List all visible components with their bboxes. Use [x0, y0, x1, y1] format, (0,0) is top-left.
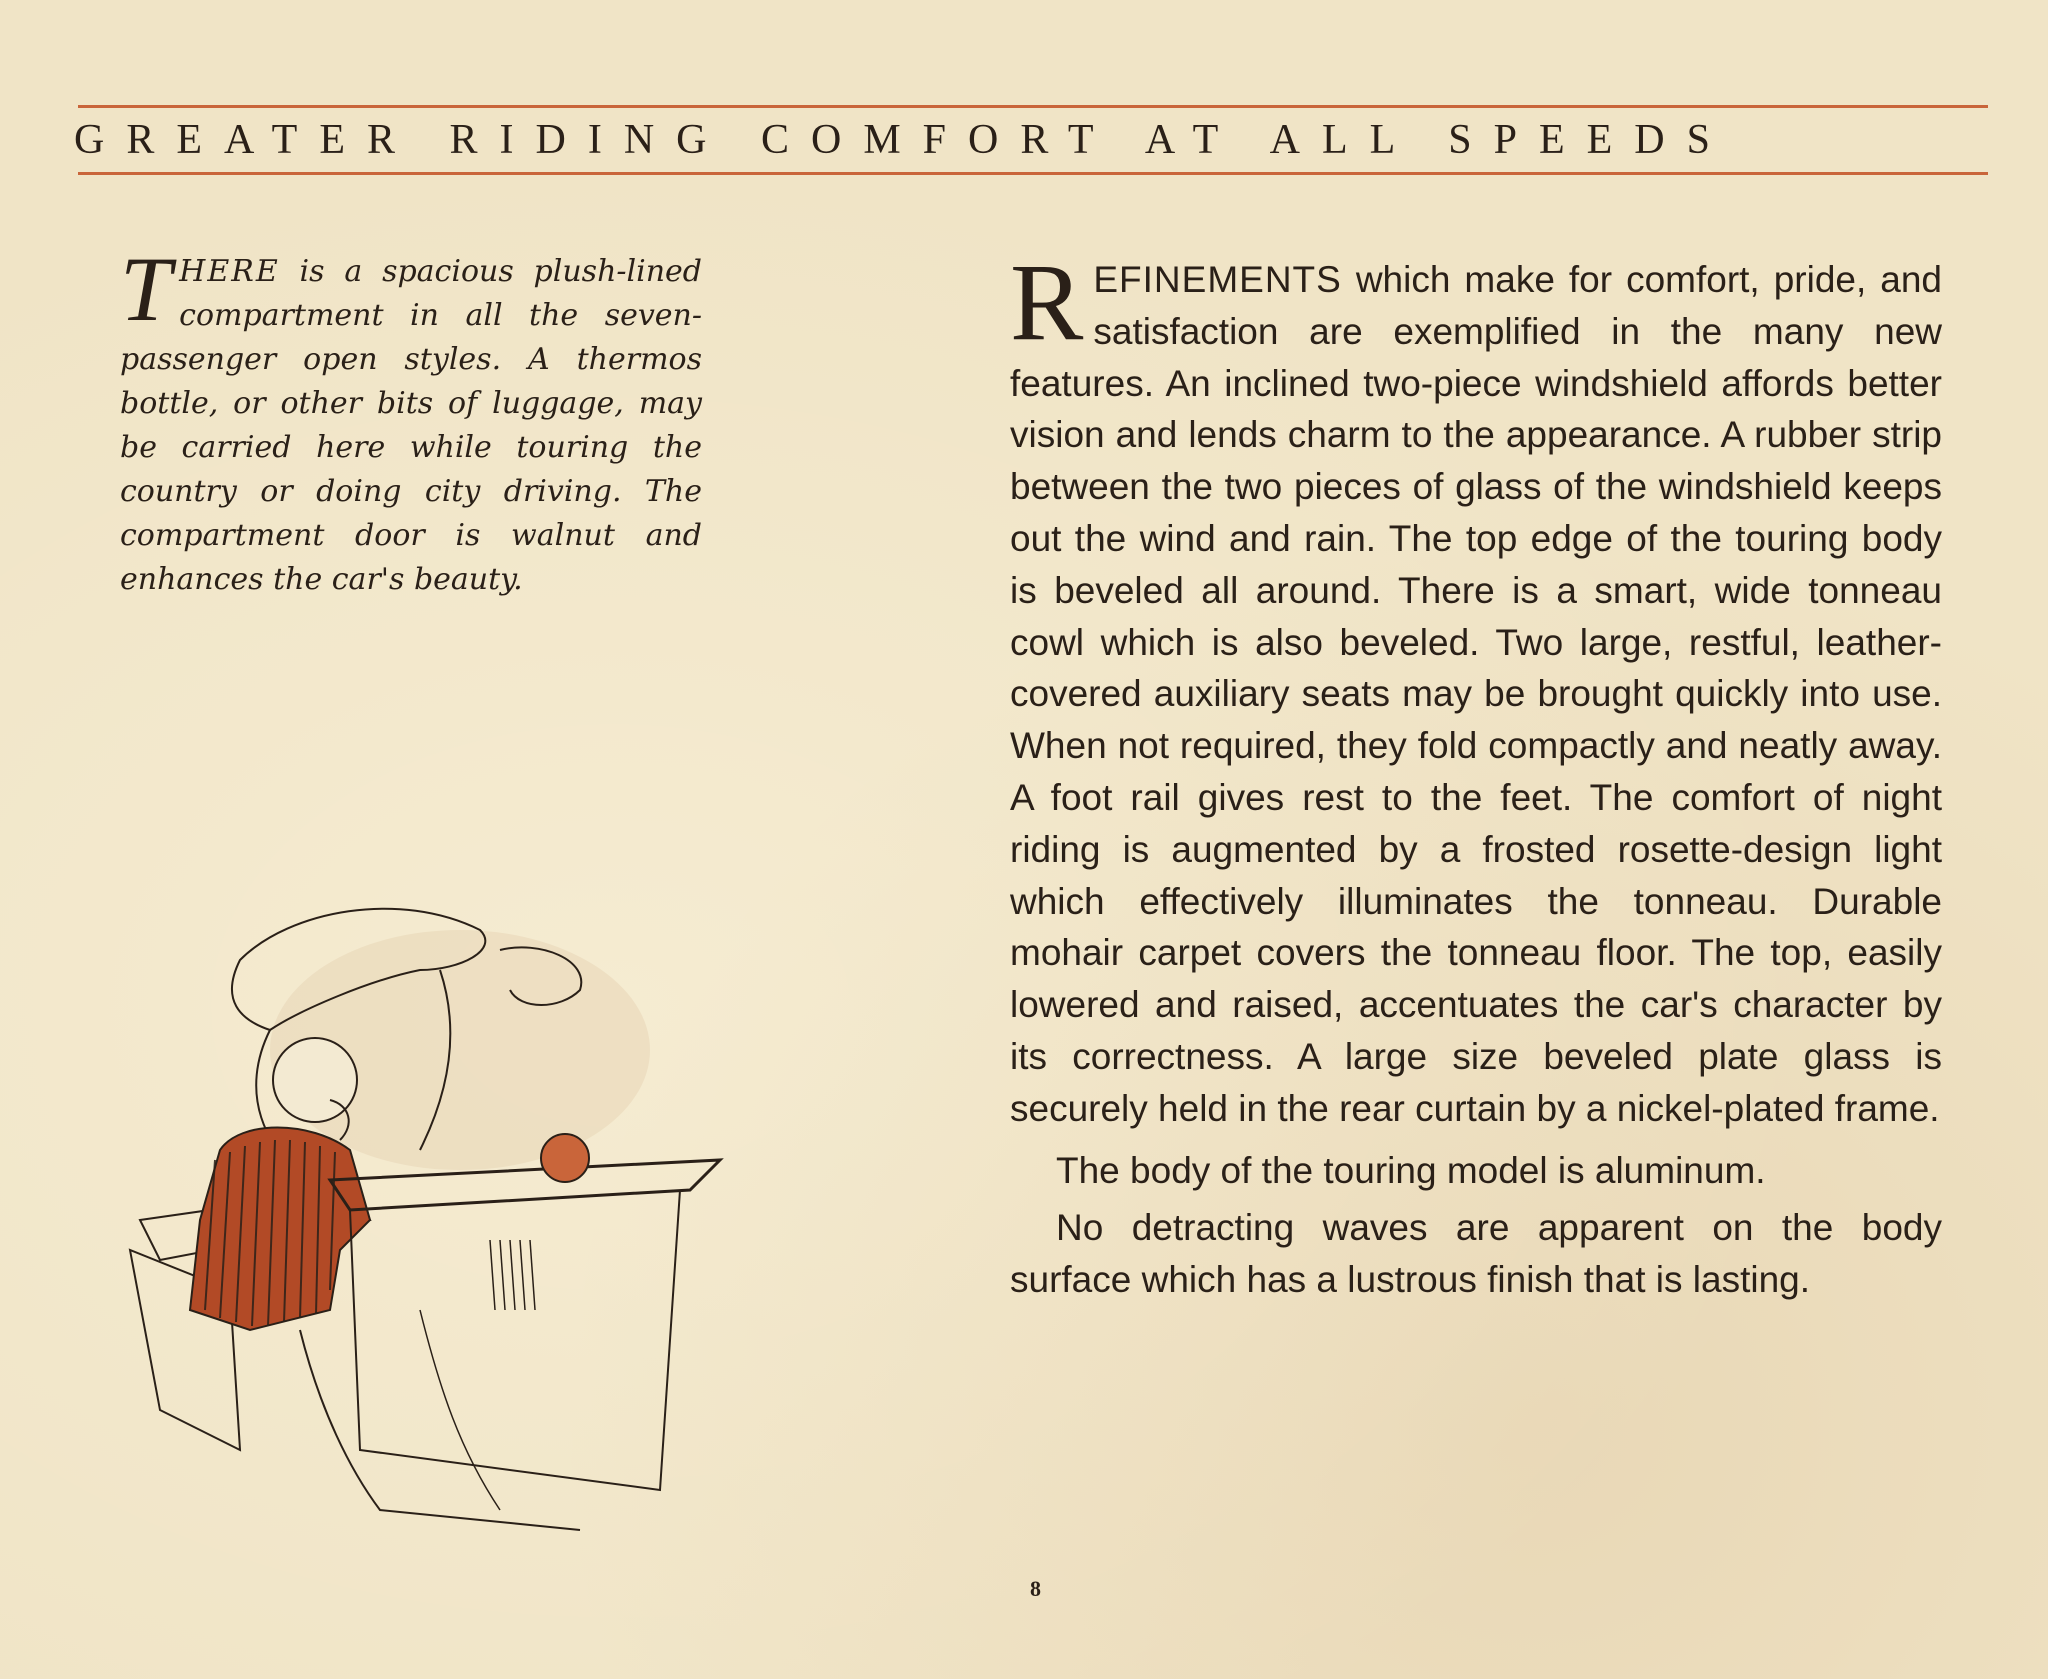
passenger-illustration [120, 890, 740, 1540]
sidebar-caption [120, 238, 702, 602]
page-number: 8 [1030, 1576, 1041, 1601]
child-coat [190, 1128, 370, 1331]
compartment-lid [330, 1160, 720, 1210]
orange-lamp [541, 1134, 589, 1182]
page-headline: GREATER RIDING COMFORT AT ALL SPEEDS [74, 117, 1732, 163]
main-paragraph-3: No detracting waves are apparent on the body surface which has a lustrous finish that is lasting. [1010, 1207, 1942, 1301]
sidebar-text: is a spacious plush-lined compartment in all the seven-passenger open styles. A thermos bottle, or other bits of luggage, may be carried here while touring the country or doing city driving. The compartment door is walnut and enhances the car's beauty. [120, 254, 702, 597]
main-paragraph-1-text: which make for comfort, pride, and satisfaction are exemplified in the many new features. An inclined two-piece windshield affords better vision and lends charm to the appearance. A rubber strip between the two pieces of glass of the windshield keeps out the wind and rain. The top edge of the touring body is beveled all around. There is a smart, wide tonneau cowl which is also beveled. Two large, restful, leather-covered auxiliary seats may be brought quickly into use. When not required, they fold compactly and neatly away. A foot rail gives rest to the feet. The comfort of night riding is augmented by a frosted rosette-design light which effectively illuminates the tonneau. Durable mohair carpet covers the tonneau floor. The top, easily lowered and raised, accentuates the car's character by its correctness. A large size beveled plate glass is securely held in the rear curtain by a nickel-plated frame. [1010, 259, 1942, 1129]
main-paragraph-1 [1010, 241, 1942, 1135]
header-rule-bottom [78, 172, 1988, 175]
main-paragraph-2: The body of the touring model is aluminum. [1056, 1149, 1766, 1191]
sidebar-lead-word: HERE [179, 254, 280, 289]
sidebar-dropcap: T [120, 238, 172, 340]
compartment-vents [490, 1240, 535, 1310]
skirt-fold [420, 1310, 500, 1510]
main-lead-word: EFINEMENTS [1093, 259, 1342, 300]
skirt-outline [300, 1330, 580, 1530]
compartment-body [350, 1190, 680, 1490]
header-rule-top [78, 105, 1988, 108]
main-body-text [1010, 241, 1942, 1306]
main-dropcap: R [1010, 241, 1084, 363]
